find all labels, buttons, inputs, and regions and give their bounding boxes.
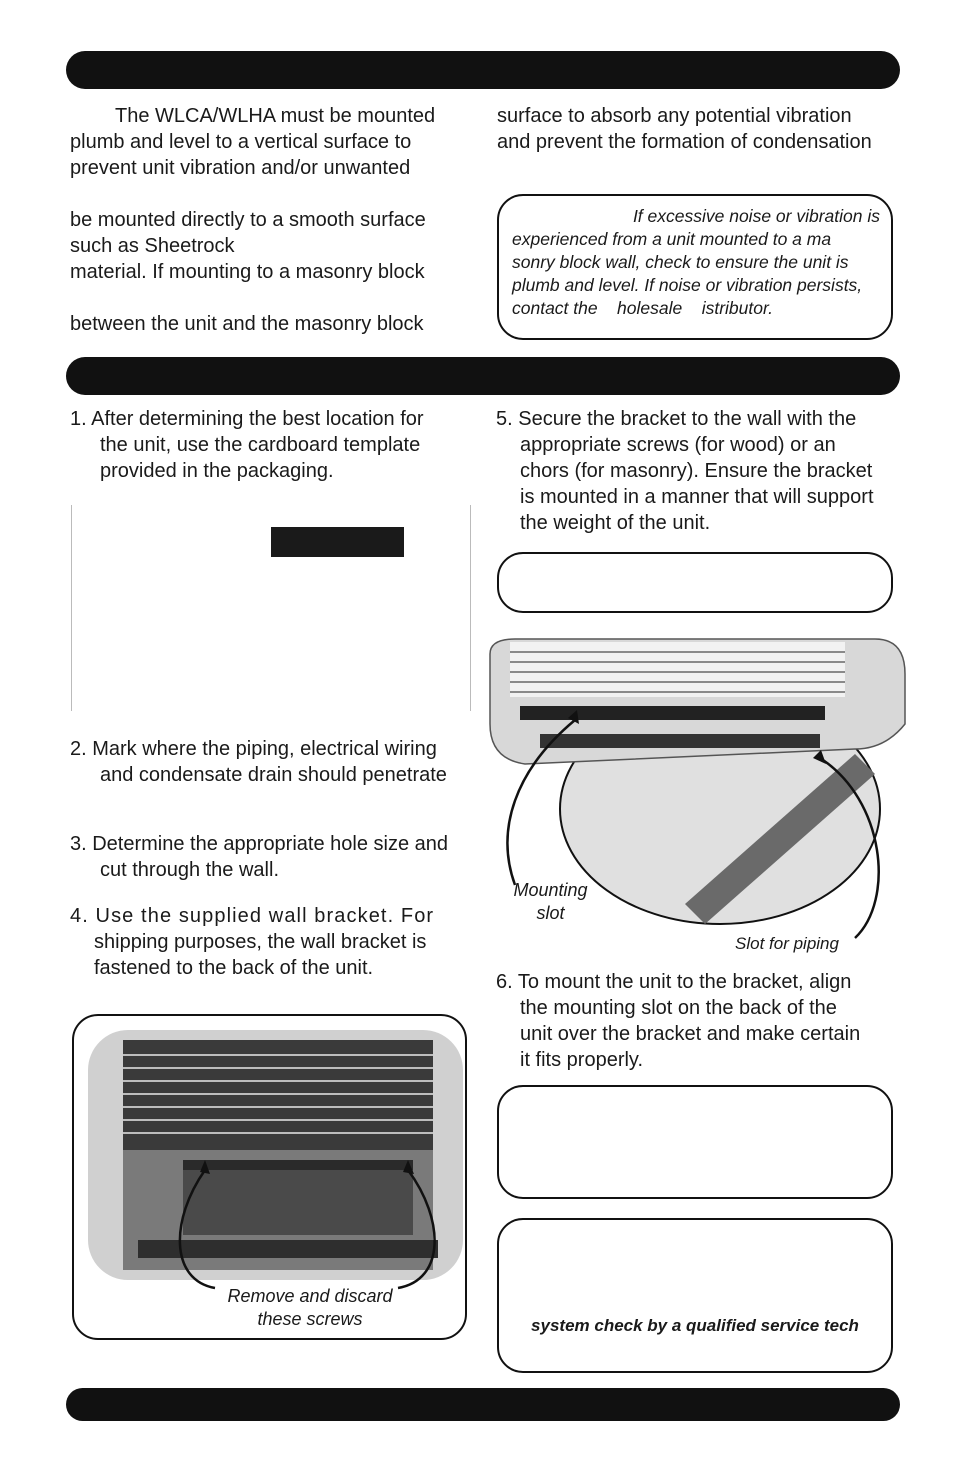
note-box-lower [497, 1218, 893, 1373]
step-line: and condensate drain should penetrate [100, 764, 447, 786]
intro-right-line: and prevent the formation of condensation [497, 131, 872, 153]
intro-left-line: prevent unit vibration and/or unwanted [70, 157, 411, 179]
step-line: 5. Secure the bracket to the wall with the [496, 408, 857, 430]
intro-left-line: such as Sheetrock [70, 235, 235, 257]
step-line: 6. To mount the unit to the bracket, align [496, 971, 852, 993]
section-header-bar-top [66, 51, 900, 89]
step-line: the weight of the unit. [520, 512, 711, 534]
step-line: it fits properly. [520, 1049, 643, 1071]
step-line: 4. Use the supplied wall bracket. For [70, 905, 435, 927]
intro-left-line [70, 181, 467, 207]
noise-note-text [512, 205, 880, 320]
step-3 [70, 831, 470, 883]
step-line: the unit, use the cardboard template [100, 434, 421, 456]
caption-line: slot [536, 903, 565, 923]
noise-note-line: contact the holesale istributor. [512, 298, 774, 318]
intro-left-line: material. If mounting to a masonry block [70, 261, 425, 283]
step-4 [70, 903, 470, 981]
intro-left-line: between the unit and the masonry block [70, 313, 424, 335]
caption-line: Mounting [513, 880, 588, 900]
step-line: is mounted in a manner that will support [520, 486, 874, 508]
step-line: 1. After determining the best location for [70, 408, 424, 430]
noise-note-line: If excessive noise or vibration is [632, 206, 880, 226]
step-1 [70, 406, 470, 484]
intro-left-line: be mounted directly to a smooth surface [70, 209, 426, 231]
empty-note-box [497, 552, 893, 613]
noise-note-line: experienced from a unit mounted to a ma [512, 229, 832, 249]
step-line: chors (for masonry). Ensure the bracket [520, 460, 873, 482]
remove-screws-caption [190, 1285, 430, 1331]
section-header-bar-bottom [66, 1388, 900, 1421]
step-line: the mounting slot on the back of the [520, 997, 837, 1019]
step-line: provided in the packaging. [100, 460, 334, 482]
step-line: shipping purposes, the wall bracket is [94, 931, 427, 953]
callout-arrows-screws [170, 1160, 440, 1300]
caption-line: Remove and discard [227, 1286, 393, 1306]
template-label-block [271, 527, 404, 557]
intro-right-paragraph [497, 103, 894, 155]
step-5 [496, 406, 896, 536]
intro-left-line: plumb and level to a vertical surface to [70, 131, 412, 153]
step-6 [496, 969, 896, 1073]
intro-left-paragraph [70, 103, 467, 337]
caption-line: these screws [257, 1309, 363, 1329]
intro-right-line: surface to absorb any potential vibration [497, 105, 852, 127]
slot-piping-caption: Slot for piping [735, 934, 839, 953]
step-line: unit over the bracket and make certain [520, 1023, 861, 1045]
service-tech-note: system check by a qualified service tech [531, 1316, 859, 1335]
step-line: fastened to the back of the unit. [94, 957, 374, 979]
noise-note-line: sonry block wall, check to ensure the unit is [512, 252, 849, 272]
step-line: cut through the wall. [100, 859, 279, 881]
step-line: 3. Determine the appropriate hole size and [70, 833, 449, 855]
section-header-bar-middle [66, 357, 900, 395]
note-box-upper [497, 1085, 893, 1199]
step-2 [70, 736, 470, 788]
intro-left-line [70, 285, 467, 311]
intro-left-line: The WLCA/WLHA must be mounted [115, 105, 436, 127]
step-line: appropriate screws (for wood) or an [520, 434, 836, 456]
mounting-slot-caption [503, 879, 598, 925]
noise-note-line: plumb and level. If noise or vibration persists, [512, 275, 863, 295]
step-line: 2. Mark where the piping, electrical wiring [70, 738, 437, 760]
